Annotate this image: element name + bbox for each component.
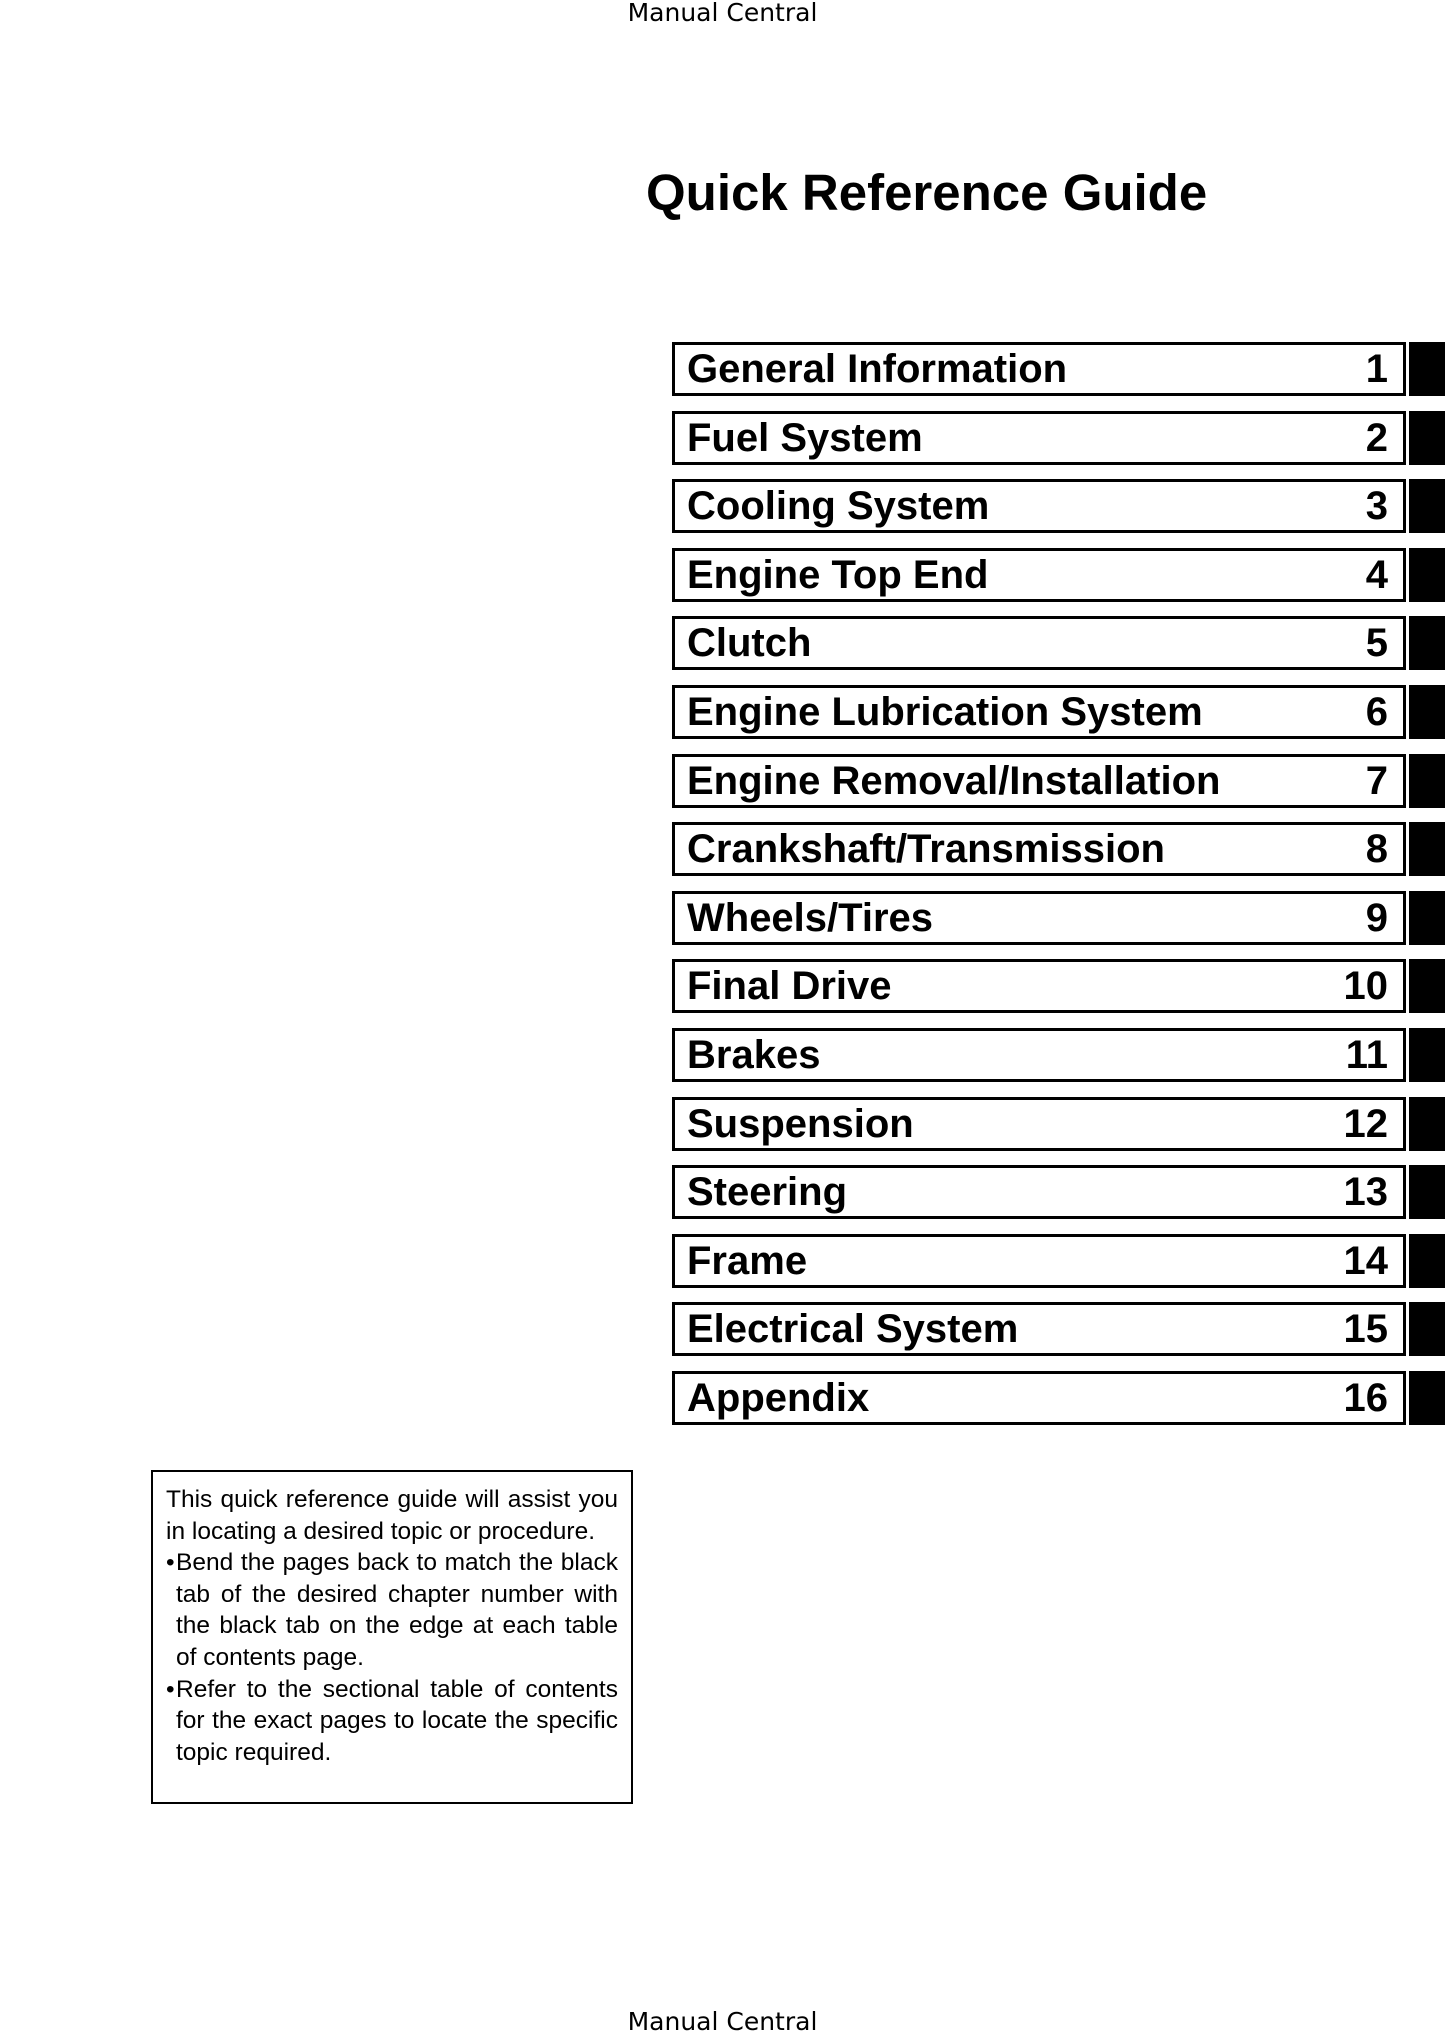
chapter-item-cooling-system[interactable] [672, 479, 1445, 533]
chapter-number: 13 [1343, 1170, 1388, 1215]
chapter-black-tab [1409, 342, 1445, 396]
usage-note-box [151, 1470, 633, 1804]
bullet-dot-icon: • [166, 1675, 175, 1703]
bullet-dot-icon: • [166, 1549, 175, 1577]
chapter-black-tab [1409, 1371, 1445, 1425]
usage-note-bullets [166, 1547, 618, 1768]
chapter-number: 15 [1343, 1307, 1388, 1352]
chapter-name: Steering [687, 1170, 848, 1215]
chapter-black-tab [1409, 1028, 1445, 1082]
chapter-number: 1 [1365, 347, 1388, 391]
chapter-name: Appendix [687, 1375, 870, 1420]
chapter-item-wheels-tires[interactable] [672, 891, 1445, 945]
chapter-number: 14 [1343, 1238, 1388, 1283]
chapter-black-tab [1409, 411, 1445, 465]
chapter-item-steering[interactable] [672, 1165, 1445, 1219]
chapter-name: Electrical System [687, 1307, 1019, 1352]
chapter-item-fuel-system[interactable] [672, 411, 1445, 465]
chapter-name: Cooling System [687, 484, 990, 529]
chapter-name: Fuel System [687, 415, 923, 460]
chapter-item-final-drive[interactable] [672, 959, 1445, 1013]
chapter-item-crankshaft-transmission[interactable] [672, 822, 1445, 876]
chapter-item-engine-lubrication-system[interactable] [672, 685, 1445, 739]
chapter-number: 9 [1365, 895, 1388, 940]
chapter-black-tab [1409, 1165, 1445, 1219]
bullet-text: Bend the pages back to match the black tab of the desired chapter number with the black tab on the edge at each table of contents page. [176, 1549, 618, 1671]
chapter-number: 5 [1365, 621, 1388, 666]
chapter-name: Engine Lubrication System [687, 689, 1203, 734]
chapter-name: Clutch [687, 621, 812, 666]
chapter-item-electrical-system[interactable] [672, 1302, 1445, 1356]
chapter-black-tab [1409, 548, 1445, 602]
chapter-number: 10 [1343, 964, 1388, 1009]
chapter-black-tab [1409, 754, 1445, 808]
chapter-name: Engine Removal/Installation [687, 758, 1221, 803]
chapter-item-suspension[interactable] [672, 1097, 1445, 1151]
chapter-name: Final Drive [687, 964, 892, 1009]
chapter-name: Suspension [687, 1101, 914, 1146]
chapter-black-tab [1409, 959, 1445, 1013]
chapter-name: General Information [687, 347, 1068, 391]
usage-note-intro: This quick reference guide will assist you in locating a desired topic or procedure. [166, 1486, 618, 1545]
bullet-text: Refer to the sectional table of contents for the exact pages to locate the specific topic required. [176, 1675, 618, 1766]
chapter-black-tab [1409, 822, 1445, 876]
chapter-item-appendix[interactable] [672, 1371, 1445, 1425]
chapter-black-tab [1409, 616, 1445, 670]
chapter-name: Engine Top End [687, 552, 989, 597]
chapter-list [672, 342, 1445, 1440]
chapter-item-engine-removal-installation[interactable] [672, 754, 1445, 808]
chapter-item-clutch[interactable] [672, 616, 1445, 670]
chapter-black-tab [1409, 1302, 1445, 1356]
chapter-item-frame[interactable] [672, 1234, 1445, 1288]
chapter-number: 12 [1343, 1101, 1388, 1146]
chapter-number: 4 [1365, 552, 1388, 597]
page-title: Quick Reference Guide [646, 164, 1208, 221]
chapter-black-tab [1409, 479, 1445, 533]
chapter-black-tab [1409, 1097, 1445, 1151]
chapter-number: 7 [1365, 758, 1388, 803]
chapter-name: Crankshaft/Transmission [687, 827, 1165, 872]
usage-note-bullet [166, 1674, 618, 1769]
chapter-name: Wheels/Tires [687, 895, 934, 940]
chapter-item-general-information[interactable] [672, 342, 1445, 396]
chapter-name: Brakes [687, 1032, 821, 1077]
chapter-number: 2 [1365, 415, 1388, 460]
chapter-black-tab [1409, 891, 1445, 945]
watermark-header: Manual Central [627, 0, 818, 27]
watermark-footer: Manual Central [627, 2007, 818, 2036]
chapter-number: 11 [1345, 1032, 1388, 1077]
chapter-black-tab [1409, 1234, 1445, 1288]
usage-note-bullet [166, 1547, 618, 1673]
chapter-number: 6 [1365, 689, 1388, 734]
chapter-item-brakes[interactable] [672, 1028, 1445, 1082]
chapter-number: 3 [1365, 484, 1388, 529]
chapter-item-engine-top-end[interactable] [672, 548, 1445, 602]
chapter-number: 16 [1343, 1375, 1388, 1420]
chapter-number: 8 [1365, 827, 1388, 872]
chapter-name: Frame [687, 1238, 808, 1283]
chapter-black-tab [1409, 685, 1445, 739]
